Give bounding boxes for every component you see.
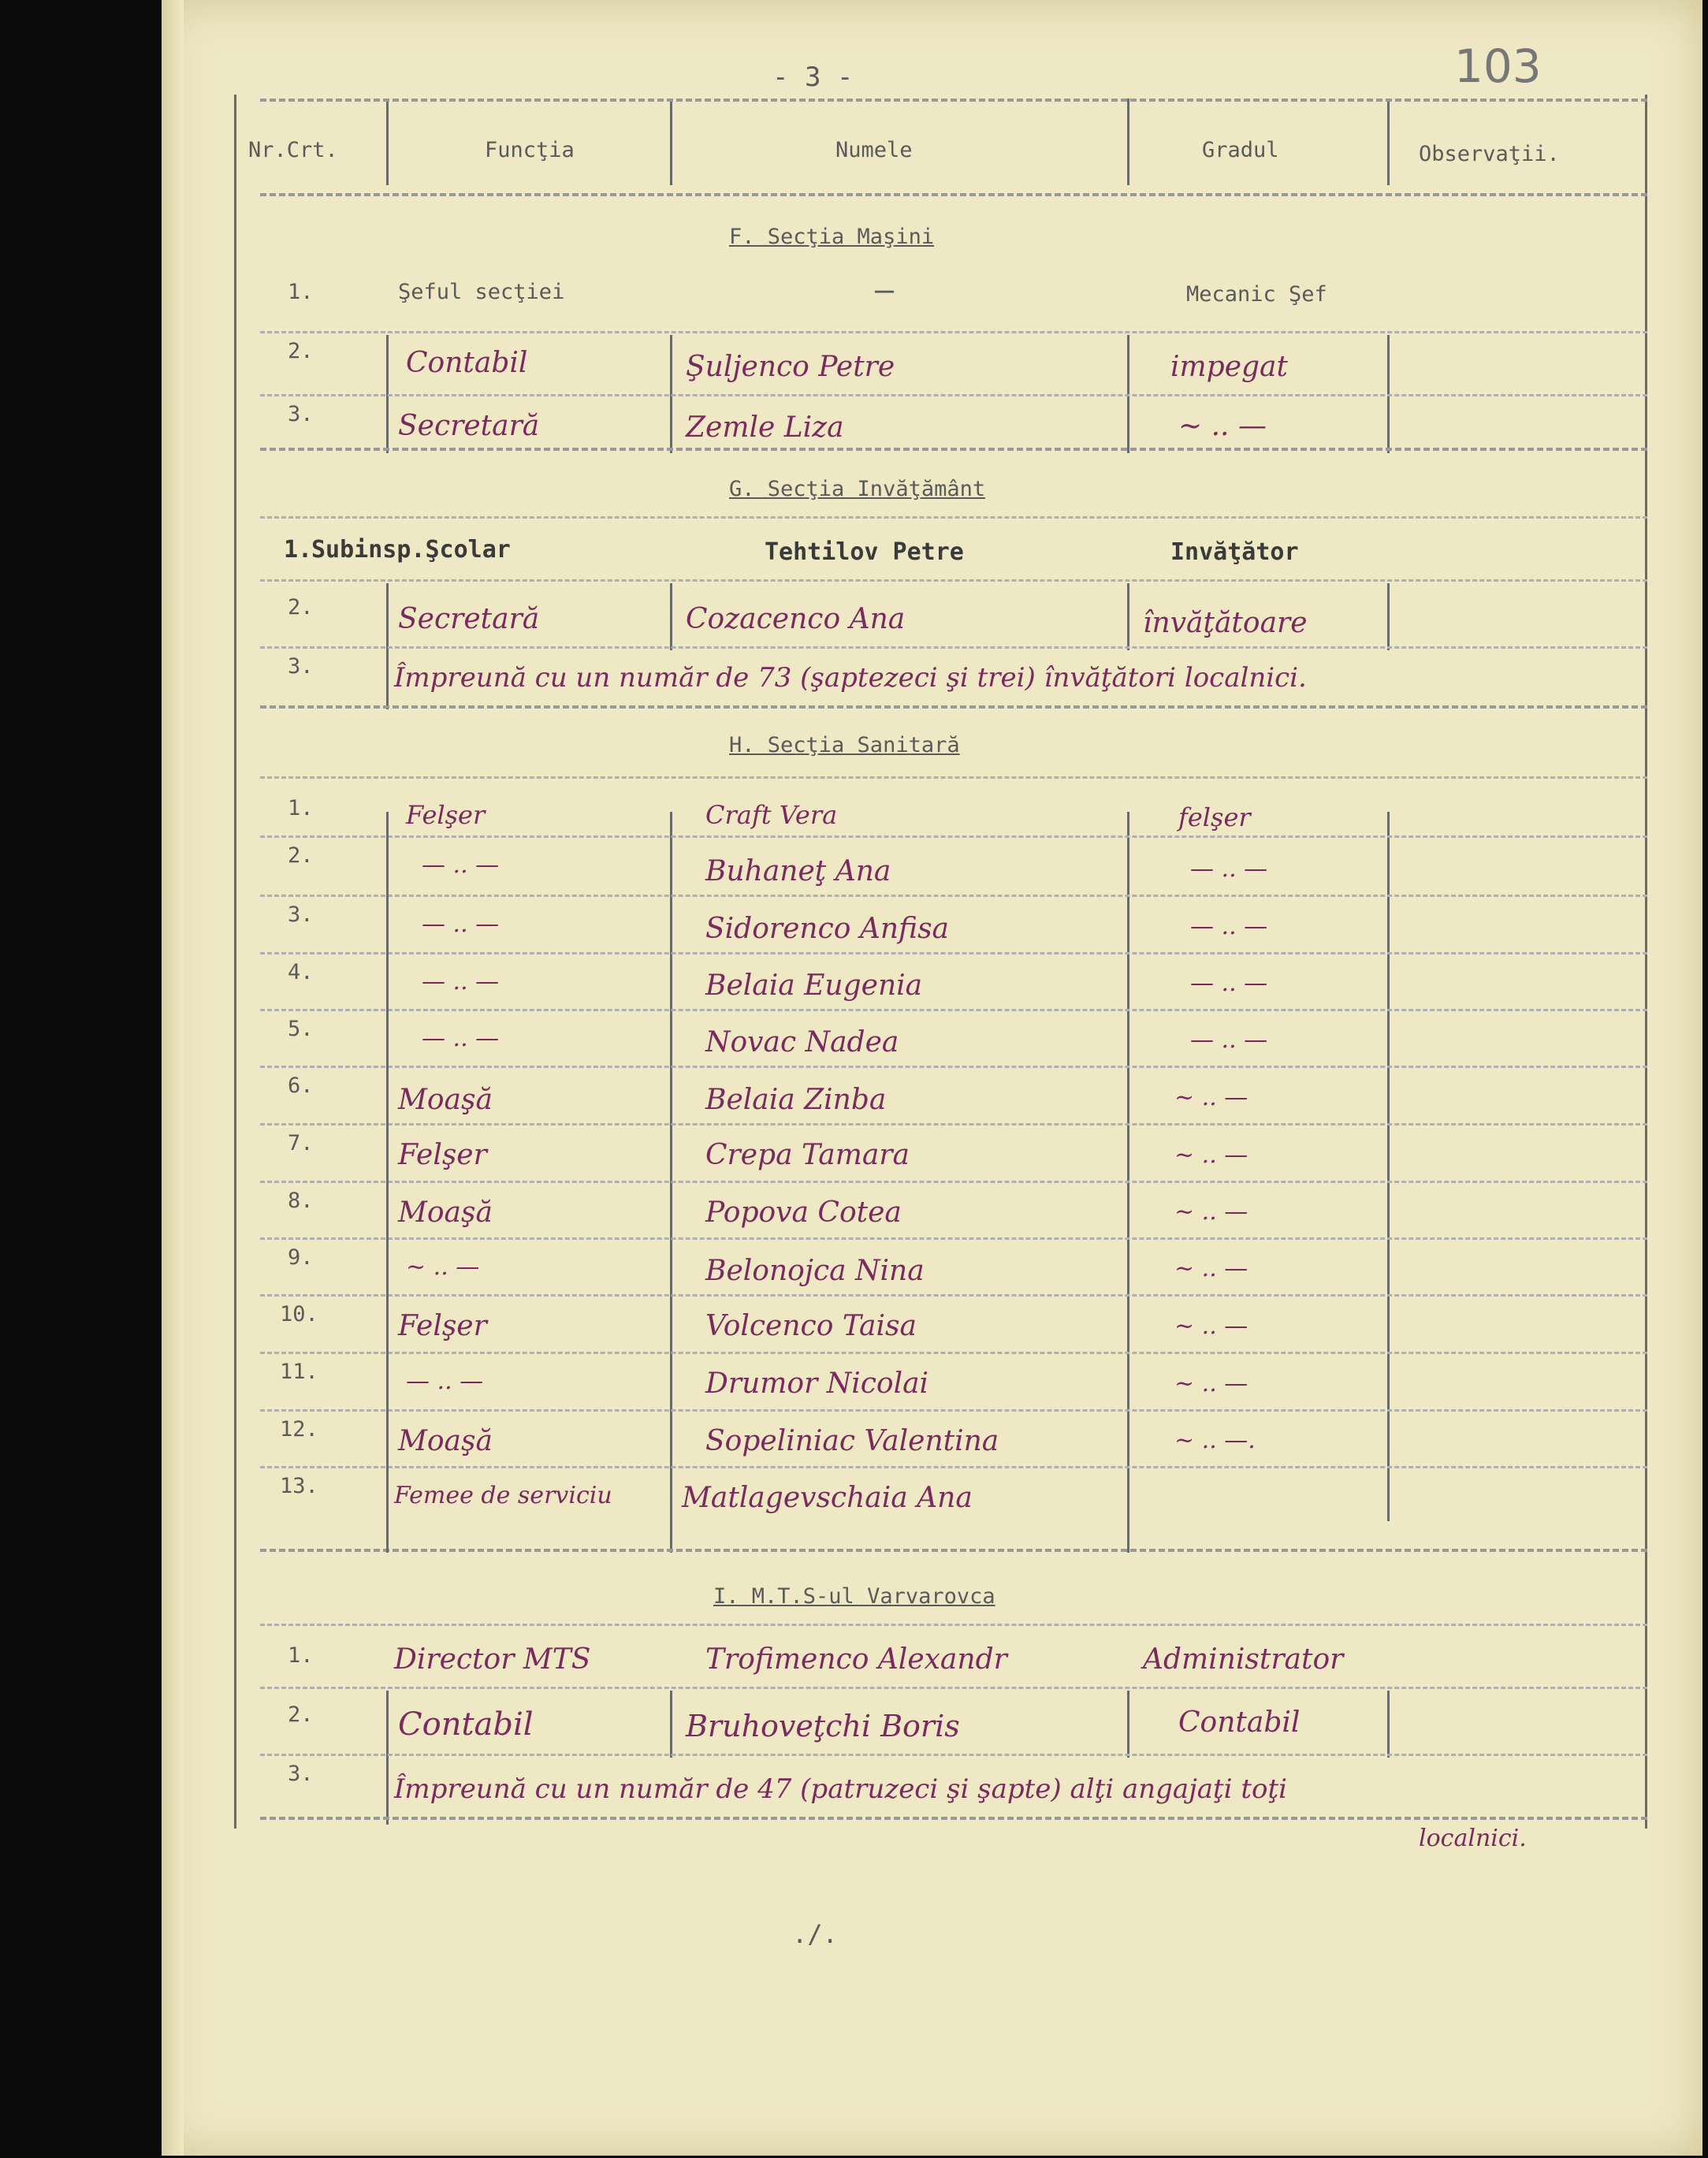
i-line-3: [260, 1817, 1647, 1820]
frame-left: [234, 95, 236, 1829]
i-row1-numele: Trofimenco Alexandr: [705, 1643, 1007, 1676]
i-row2-nr: 2.: [288, 1702, 314, 1727]
h-row-nr: 12.: [280, 1417, 318, 1442]
h-row-functia: Felşer: [406, 800, 486, 830]
f-row2-numele: Şuljenco Petre: [686, 351, 895, 383]
h-row-nr: 6.: [288, 1073, 314, 1098]
h-line: [260, 1237, 1647, 1240]
h-row-functia: Femee de serviciu: [394, 1482, 612, 1509]
h-row-functia: ~ .. —: [406, 1253, 480, 1281]
g-sep-4: [1387, 583, 1390, 650]
i-sep-4: [1387, 1691, 1390, 1758]
h-row-numele: Sidorenco Anfisa: [705, 913, 950, 945]
h-line-end: [260, 1549, 1647, 1552]
header-gradul: Gradul: [1202, 138, 1279, 162]
col-sep-3: [1127, 99, 1129, 185]
page-number: - 3 -: [772, 61, 854, 93]
i-row2-functia: Contabil: [398, 1706, 534, 1743]
i-row1-nr: 1.: [288, 1643, 314, 1668]
h-row-functia: — .. —: [406, 1367, 484, 1395]
header-functia: Funcţia: [485, 138, 575, 162]
i-row3-note-cont: localnici.: [1419, 1825, 1527, 1852]
g-row1-numele: Tehtilov Petre: [765, 538, 964, 566]
f-row2-gradul: impegat: [1170, 351, 1288, 383]
i-sep-3: [1127, 1691, 1129, 1758]
h-row-nr: 13.: [280, 1474, 318, 1498]
section-g-title: G. Secţia Invăţământ: [729, 477, 986, 501]
f-row1-gradul: Mecanic Şef: [1186, 282, 1327, 307]
h-line: [260, 1009, 1647, 1011]
h-row-gradul: ~ .. —: [1174, 1312, 1248, 1340]
h-row-gradul: ~ .. —.: [1174, 1427, 1256, 1454]
h-row-numele: Drumor Nicolai: [705, 1367, 929, 1400]
header-observatii: Observaţii.: [1419, 142, 1560, 166]
g-row2-nr: 2.: [288, 595, 314, 619]
punch-hole: [122, 607, 146, 631]
f-line-3: [260, 448, 1647, 451]
h-row-nr: 3.: [288, 902, 314, 927]
h-row-functia: Moaşă: [398, 1196, 493, 1229]
g-sep-2: [670, 583, 672, 650]
h-sep-1: [386, 812, 389, 1553]
document-page: [162, 0, 1702, 2156]
g-row1-gradul: Invăţător: [1170, 538, 1299, 566]
h-row-numele: Popova Cotea: [705, 1196, 902, 1229]
i-line-1: [260, 1687, 1647, 1689]
g-row2-functia: Secretară: [398, 603, 540, 635]
h-row-nr: 7.: [288, 1131, 314, 1155]
h-line: [260, 1409, 1647, 1412]
h-row-functia: — .. —: [422, 910, 500, 938]
g-row3-note: Împreună cu un număr de 73 (şaptezeci şi trei) învăţători localnici.: [394, 662, 1307, 694]
h-row-gradul: — .. —: [1190, 969, 1268, 997]
h-row-nr: 1.: [288, 796, 314, 820]
g-line-3: [260, 705, 1647, 709]
h-row-gradul: felşer: [1178, 802, 1251, 832]
h-row-gradul: — .. —: [1190, 1026, 1268, 1054]
h-sep-4: [1387, 812, 1390, 1521]
f-row3-gradul: ~ .. —: [1178, 410, 1267, 442]
f-line-1: [260, 331, 1647, 333]
h-row-numele: Belonojca Nina: [705, 1255, 925, 1287]
h-row-numele: Matlagevschaia Ana: [682, 1482, 973, 1514]
h-row-numele: Buhaneţ Ana: [705, 855, 891, 887]
h-row-numele: Crepa Tamara: [705, 1139, 910, 1171]
f-row2-nr: 2.: [288, 339, 314, 363]
h-row-numele: Belaia Eugenia: [705, 969, 923, 1002]
f-line-2: [260, 394, 1647, 396]
g-line-0: [260, 516, 1647, 519]
h-row-functia: — .. —: [422, 851, 500, 879]
i-row2-gradul: Contabil: [1178, 1706, 1301, 1739]
h-row-gradul: ~ .. —: [1174, 1084, 1248, 1111]
h-row-nr: 2.: [288, 843, 314, 868]
h-line: [260, 952, 1647, 954]
h-row-numele: Novac Nadea: [705, 1026, 899, 1059]
h-row-functia: Felşer: [398, 1310, 487, 1342]
h-row-functia: Felşer: [398, 1139, 487, 1171]
section-i-title: I. M.T.S-ul Varvarovca: [713, 1584, 995, 1609]
h-row-numele: Belaia Zinba: [705, 1084, 887, 1116]
h-row-functia: Moaşă: [398, 1084, 493, 1116]
header-bottom-line: [260, 193, 1647, 196]
i-row1-gradul: Administrator: [1143, 1643, 1344, 1676]
f-row1-nr: 1.: [288, 280, 314, 304]
h-row-gradul: ~ .. —: [1174, 1370, 1248, 1397]
i-row2-numele: Bruhoveţchi Boris: [686, 1709, 960, 1743]
i-row3-nr: 3.: [288, 1762, 314, 1786]
g-row2-numele: Cozacenco Ana: [686, 603, 906, 635]
f-row3-numele: Zemle Liza: [686, 411, 844, 444]
h-line: [260, 835, 1647, 838]
f-row1-numele: —: [875, 272, 895, 308]
g-row1-nr: 1.: [284, 536, 313, 564]
h-row-nr: 5.: [288, 1017, 314, 1041]
i-line-0: [260, 1624, 1647, 1626]
h-line-0: [260, 776, 1647, 779]
h-row-nr: 9.: [288, 1245, 314, 1270]
g-line-1: [260, 579, 1647, 582]
h-row-nr: 8.: [288, 1189, 314, 1213]
h-row-nr: 4.: [288, 960, 314, 984]
col-sep-1: [386, 99, 389, 185]
h-line: [260, 1066, 1647, 1068]
archive-number: 103: [1454, 39, 1542, 93]
g-row3-nr: 3.: [288, 654, 314, 679]
paper-edge: [162, 0, 184, 2156]
h-row-gradul: ~ .. —: [1174, 1141, 1248, 1169]
punch-hole: [118, 1624, 142, 1647]
h-line: [260, 1123, 1647, 1126]
h-row-nr: 10.: [280, 1302, 318, 1326]
h-row-numele: Craft Vera: [705, 800, 838, 830]
h-row-functia: — .. —: [422, 968, 500, 995]
h-line: [260, 1466, 1647, 1468]
h-line: [260, 1352, 1647, 1354]
h-row-numele: Sopeliniac Valentina: [705, 1425, 999, 1457]
end-mark: ./.: [792, 1919, 838, 1949]
header-nr: Nr.Crt.: [248, 138, 338, 162]
h-line: [260, 1181, 1647, 1183]
h-row-gradul: ~ .. —: [1174, 1255, 1248, 1282]
punch-hole: [122, 209, 146, 233]
i-sep-2: [670, 1691, 672, 1758]
i-row1-functia: Director MTS: [394, 1643, 591, 1676]
h-row-functia: — .. —: [422, 1025, 500, 1052]
section-h-title: H. Secţia Sanitară: [729, 733, 960, 757]
h-line: [260, 1294, 1647, 1297]
punch-hole: [95, 1159, 118, 1182]
f-row1-functia: Şeful secţiei: [398, 280, 565, 304]
g-row2-gradul: învăţătoare: [1143, 607, 1308, 639]
h-row-gradul: ~ .. —: [1174, 1198, 1248, 1226]
h-row-numele: Volcenco Taisa: [705, 1310, 917, 1342]
h-row-nr: 11.: [280, 1360, 318, 1384]
frame-right: [1645, 95, 1647, 1829]
f-row3-nr: 3.: [288, 402, 314, 426]
header-numele: Numele: [835, 138, 913, 162]
i-sep-1: [386, 1691, 389, 1825]
h-row-gradul: — .. —: [1190, 913, 1268, 940]
f-row3-functia: Secretară: [398, 410, 540, 442]
section-f-title: F. Secţia Maşini: [729, 225, 935, 249]
g-line-2: [260, 646, 1647, 649]
g-row1-functia: Subinsp.Şcolar: [311, 536, 511, 564]
header-top-line: [260, 99, 1647, 102]
g-sep-3: [1127, 583, 1129, 650]
col-sep-2: [670, 99, 672, 185]
i-row3-note: Împreună cu un număr de 47 (patruzeci şi şapte) alţi angajaţi toţi: [394, 1773, 1288, 1805]
h-line: [260, 895, 1647, 897]
col-sep-4: [1387, 99, 1390, 185]
i-line-2: [260, 1754, 1647, 1756]
h-row-gradul: — .. —: [1190, 855, 1268, 883]
h-row-functia: Moaşă: [398, 1425, 493, 1457]
f-row2-functia: Contabil: [406, 347, 528, 379]
